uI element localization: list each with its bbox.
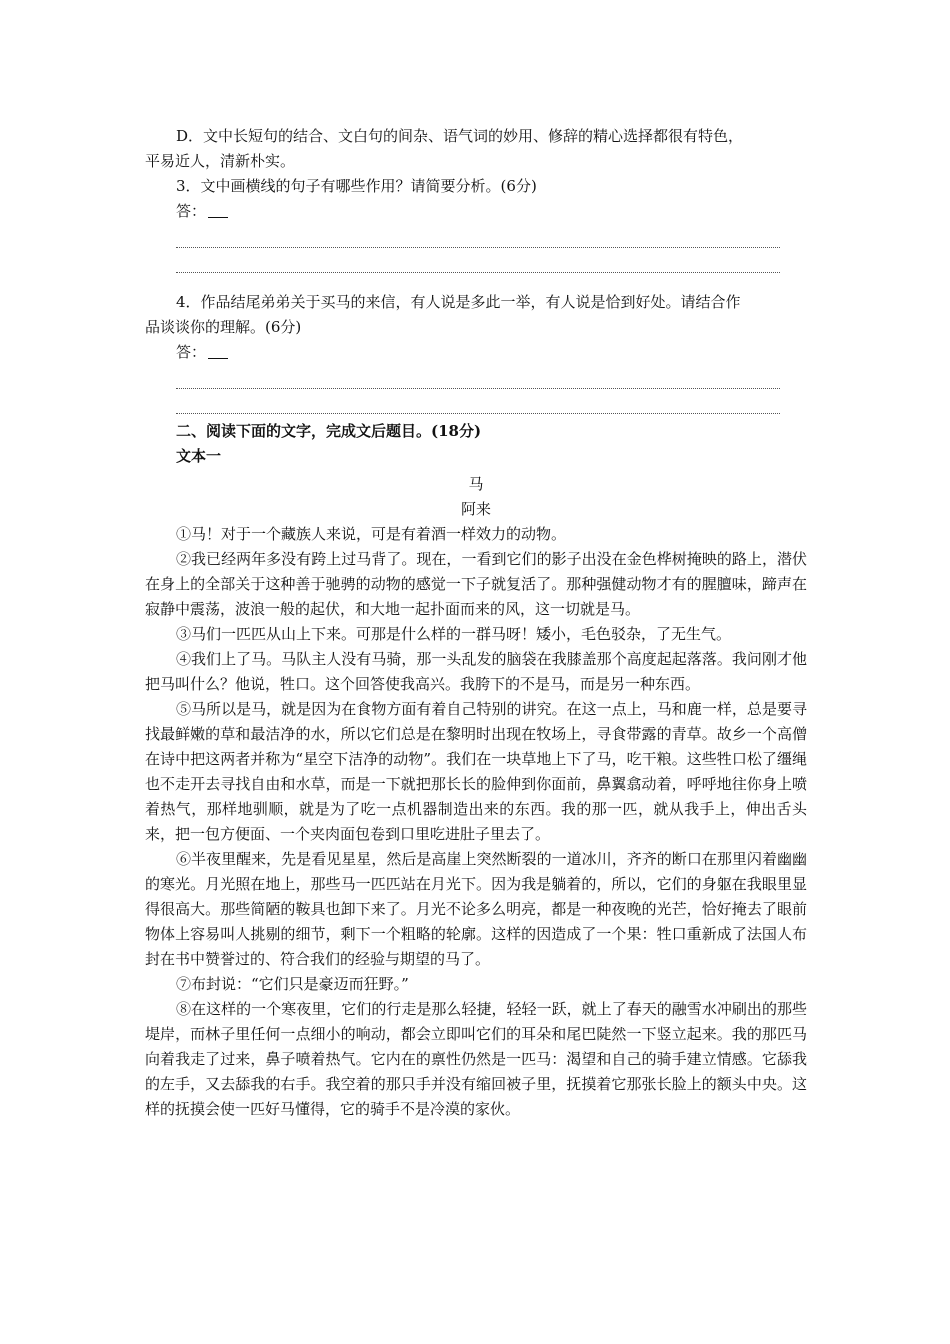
answer-4[interactable]: [145, 340, 807, 366]
article-paragraph: ⑧在这样的一个寒夜里，它们的行走是那么轻捷，轻轻一跃，就上了春天的融雪水冲刷出的那些堤岸，而林子里任何一点细小的响动，都会立即叫它们的耳朵和尾巴陡然一下竖立起来。我的那匹马向着我走了过来，鼻子喷着热气。它内在的禀性仍然是一匹马：渴望和自己的骑手建立情感。它舔我的左手，又去舔我的右手。我空着的那只手并没有缩回被子里，抚摸着它那张长脸上的额头中央。这样的抚摸会使一匹好马懂得，它的骑手不是冷漠的家伙。: [145, 1000, 807, 1118]
article-title: 马: [468, 475, 484, 493]
question-4-line2: 品谈谈你的理解。(6分): [145, 318, 302, 336]
article-paragraph: ①马！对于一个藏族人来说，可是有着酒一样效力的动物。: [176, 525, 567, 543]
article-paragraph: ⑥半夜里醒来，先是看见星星，然后是高崖上突然断裂的一道冰川，齐齐的断口在那里闪着幽幽的寒光。月光照在地上，那些马一匹匹站在月光下。因为我是躺着的，所以，它们的身躯在我眼里显得很高大。那些简陋的鞍具也卸下来了。月光不论多么明亮，都是一种夜晚的光芒，恰好掩去了眼前物体上容易叫人挑剔的细节，剩下一个粗略的轮廓。这样的因造成了一个果：牲口重新成了法国人布封在书中赞誉过的、符合我们的经验与期望的马了。: [145, 850, 807, 968]
article-paragraph: ②我已经两年多没有跨上过马背了。现在，一看到它们的影子出没在金色桦树掩映的路上，潜伏在身上的全部关于这种善于驰骋的动物的感觉一下子就复活了。那种强健动物才有的腥膻味，蹄声在寂静中震荡，波浪一般的起伏，和大地一起扑面而来的风，这一切就是马。: [145, 550, 807, 618]
exam-page: [145, 124, 807, 1122]
answer-label: 答：: [176, 343, 207, 361]
article-author: 阿来: [460, 500, 491, 518]
text-label: 文本一: [176, 447, 222, 465]
section-2-heading: 二、阅读下面的文字，完成文后题目。(18分): [176, 422, 482, 440]
answer-blank[interactable]: [208, 203, 228, 218]
option-d-line2: 平易近人，清新朴实。: [145, 152, 296, 170]
article-paragraph: ③马们一匹匹从山上下来。可那是什么样的一群马呀！矮小，毛色驳杂，了无生气。: [176, 625, 732, 643]
article-paragraph: ⑦布封说：“它们只是豪迈而狂野。”: [176, 975, 409, 993]
answer-3[interactable]: [145, 199, 807, 225]
question-3: 3．文中画横线的句子有哪些作用？请简要分析。(6分): [176, 177, 537, 195]
question-4-line1: 4．作品结尾弟弟关于买马的来信，有人说是多此一举，有人说是恰到好处。请结合作: [176, 293, 741, 311]
answer-blank[interactable]: [208, 344, 228, 359]
answer-label: 答：: [176, 202, 207, 220]
article-paragraph: ⑤马所以是马，就是因为在食物方面有着自己特别的讲究。在这一点上，马和鹿一样，总是要寻找最鲜嫩的草和最洁净的水，所以它们总是在黎明时出现在牧场上，寻食带露的青草。故乡一个高僧在诗中把这两者并称为“星空下洁净的动物”。我们在一块草地上下了马，吃干粮。这些牲口松了缰绳也不走开去寻找自由和水草，而是一下就把那长长的脸伸到你面前，鼻翼翕动着，呼呼地往你身上喷着热气，那样地驯顺，就是为了吃一点机器制造出来的东西。我的那一匹，就从我手上，伸出舌头来，把一包方便面、一个夹肉面包卷到口里吃进肚子里去了。: [145, 700, 807, 843]
article-paragraph: ④我们上了马。马队主人没有马骑，那一头乱发的脑袋在我膝盖那个高度起起落落。我问刚才他把马叫什么？他说，牲口。这个回答使我高兴。我胯下的不是马，而是另一种东西。: [145, 650, 807, 693]
option-d-line1: D．文中长短句的结合、文白句的间杂、语气词的妙用、修辞的精心选择都很有特色，: [176, 127, 744, 145]
